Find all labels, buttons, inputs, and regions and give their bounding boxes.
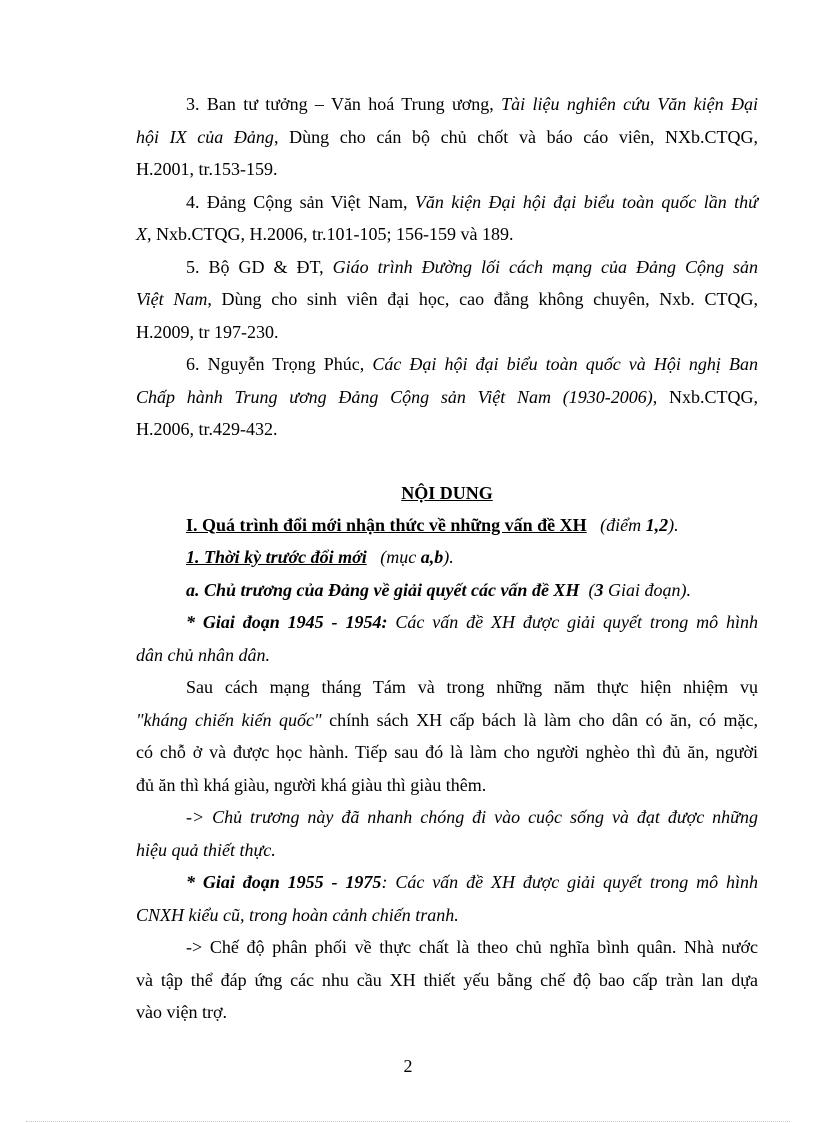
phase-2-paragraph: * Giai đoạn 1955 - 1975: Các vấn đề XH được giải quyết trong mô hình CNXH kiểu cũ, trong hoàn cảnh chiến tranh. <box>136 872 758 925</box>
ref-5-line-1: 5. Bộ GD & ĐT, Giáo trình Đường lối cách mạng của Đảng Cộng sản <box>186 256 758 277</box>
paragraph-after-august-revolution: Sau cách mạng tháng Tám và trong những năm thực hiện nhiệm vụ "kháng chiến kiến quốc" chính sách XH cấp bách là làm cho dân có ăn, có mặc, có chỗ ở và được học hành. Tiếp sau đó là làm cho người nghèo thì đủ ăn, người đủ ăn thì khá giàu, người khá giàu thì giàu thêm. <box>136 677 758 795</box>
phase-1-paragraph: * Giai đoạn 1945 - 1954: Các vấn đề XH được giải quyết trong mô hình dân chủ nhân dân. <box>136 612 759 665</box>
reference-item-6 <box>136 348 758 446</box>
content-heading: NỘI DUNG <box>401 482 493 503</box>
page-number: 2 <box>403 1056 413 1076</box>
result-2-paragraph: -> Chế độ phân phối về thực chất là theo chủ nghĩa bình quân. Nhà nước và tập thể đáp ứng các nhu cầu XH thiết yếu bằng chế độ bao cấp tràn lan dựa vào viện trợ. <box>136 937 758 1022</box>
page-bottom-divider <box>26 1121 790 1122</box>
document-page <box>136 88 758 1029</box>
ref-5-line-2: Việt Nam, Dùng cho sinh viên đại học, cao đẳng không chuyên, Nxb. CTQG, <box>136 289 758 309</box>
ref-4-line-2: X, Nxb.CTQG, H.2006, tr.101-105; 156-159 và 189. <box>136 224 514 244</box>
ref-3-line-1: 3. Ban tư tưởng – Văn hoá Trung ương, Tài liệu nghiên cứu Văn kiện Đại <box>186 94 758 114</box>
section-1-title: I. Quá trình đổi mới nhận thức về những vấn đề XH (điểm 1,2). <box>186 514 679 535</box>
reference-item-5 <box>136 251 758 349</box>
ref-4-line-1: 4. Đảng Cộng sản Việt Nam, Văn kiện Đại hội đại biểu toàn quốc lần thứ <box>186 191 758 212</box>
section-spacer <box>136 446 758 477</box>
result-1-paragraph: -> Chủ trương này đã nhanh chóng đi vào cuộc sống và đạt được những hiệu quả thiết thực. <box>136 807 758 860</box>
ref-6-line-2: Chấp hành Trung ương Đảng Cộng sản Việt Nam (1930-2006), Nxb.CTQG, <box>136 386 759 407</box>
subsection-1-title: 1. Thời kỳ trước đổi mới (mục a,b). <box>186 547 454 567</box>
phase-2-label: * Giai đoạn 1955 - 1975 <box>186 872 382 892</box>
reference-item-3 <box>136 88 758 186</box>
ref-3-line-3: H.2001, tr.153-159. <box>136 159 278 179</box>
ref-6-line-1: 6. Nguyễn Trọng Phúc, Các Đại hội đại biểu toàn quốc và Hội nghị Ban <box>186 354 758 374</box>
item-a-title: a. Chủ trương của Đảng về giải quyết các vấn đề XH (3 Giai đoạn). <box>186 579 691 600</box>
ref-3-line-2: hội IX của Đảng, Dùng cho cán bộ chủ chốt và báo cáo viên, NXb.CTQG, <box>136 126 758 147</box>
ref-5-line-3: H.2009, tr 197-230. <box>136 321 279 342</box>
ref-6-line-3: H.2006, tr.429-432. <box>136 419 278 439</box>
reference-item-4 <box>136 186 758 251</box>
phase-1-label: * Giai đoạn 1945 - 1954: <box>186 612 388 632</box>
